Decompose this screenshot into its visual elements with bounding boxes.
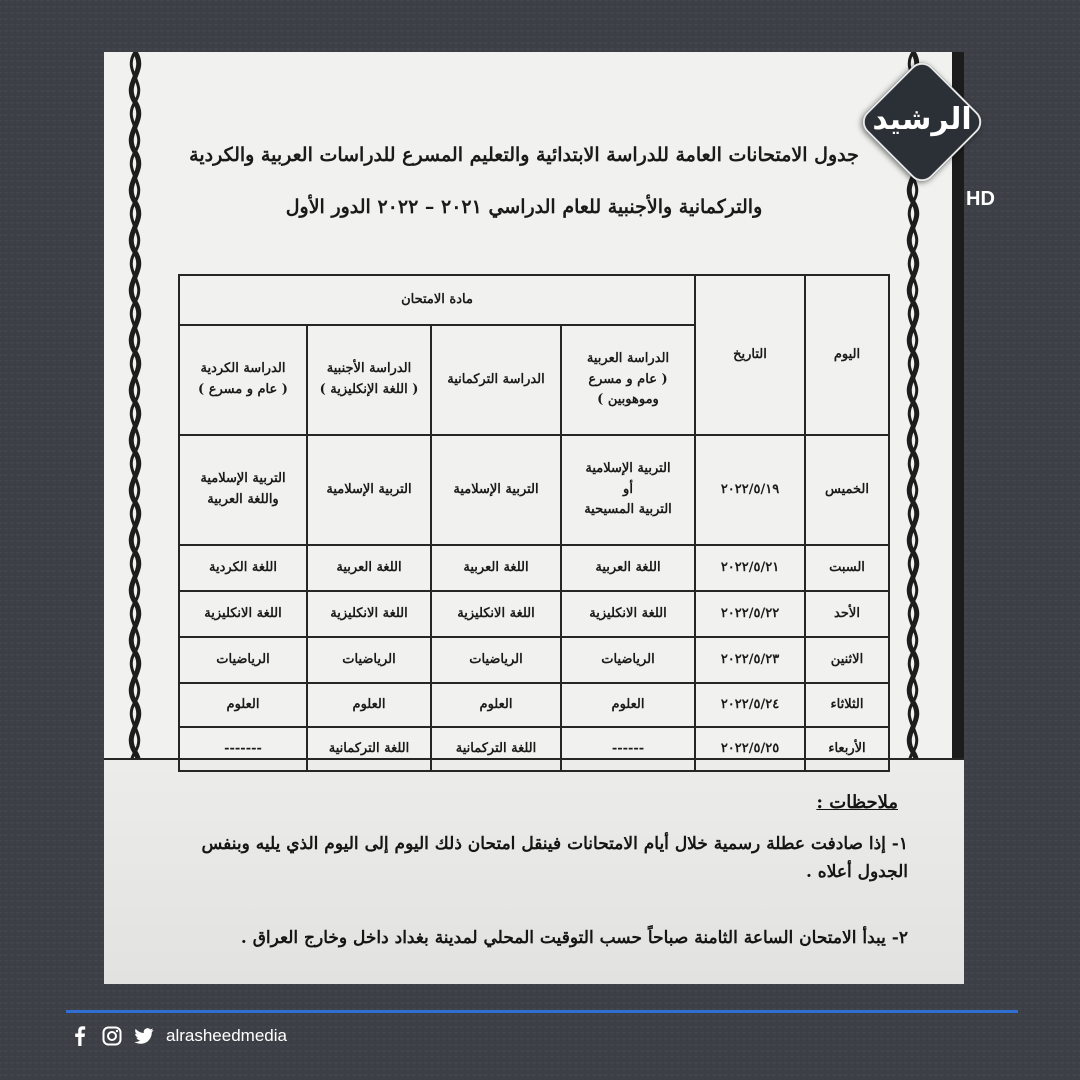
cell-arabic: العلوم (561, 683, 695, 727)
notes-heading: ملاحظات : (816, 792, 898, 813)
cell-turkmen: الرياضيات (431, 637, 561, 683)
cell-arabic (561, 435, 695, 545)
footer-accent-line (66, 1010, 1018, 1013)
document-photo (104, 52, 964, 984)
header-arabic-study-note-2: وموهوبين ) (597, 392, 659, 408)
header-kurdish-study-note: ( عام و مسرع ) (198, 382, 288, 397)
cell-arabic-line-2: أو (623, 481, 633, 497)
cell-day: الأربعاء (805, 727, 889, 771)
table-row (179, 435, 889, 545)
header-subject: مادة الامتحان (179, 275, 695, 325)
note-2: ٢- يبدأ الامتحان الساعة الثامنة صباحاً حسب التوقيت المحلي لمدينة بغداد داخل وخارج العراق . (240, 928, 908, 948)
table-row (179, 727, 889, 771)
cell-date: ٢٠٢٢/٥/١٩ (695, 435, 805, 545)
cell-foreign: العلوم (307, 683, 431, 727)
cell-turkmen: العلوم (431, 683, 561, 727)
cell-date: ٢٠٢٢/٥/٢٢ (695, 591, 805, 637)
cell-arabic-line-1: التربية الإسلامية (585, 460, 671, 476)
cell-turkmen: اللغة التركمانية (431, 727, 561, 771)
cell-arabic-line-3: التربية المسيحية (584, 502, 672, 518)
header-day: اليوم (805, 275, 889, 435)
table-row (179, 683, 889, 727)
cell-kurdish: الرياضيات (179, 637, 307, 683)
cell-arabic: اللغة الانكليزية (561, 591, 695, 637)
twitter-icon[interactable] (134, 1026, 154, 1046)
header-arabic-study-label: الدراسة العربية (586, 350, 670, 366)
decorative-border-left (118, 52, 152, 812)
cell-kurdish-line-1: التربية الإسلامية (200, 471, 286, 487)
cell-date: ٢٠٢٢/٥/٢٤ (695, 683, 805, 727)
photo-cut-line (104, 758, 964, 760)
header-kurdish-study (179, 325, 307, 435)
header-kurdish-study-label: الدراسة الكردية (200, 361, 286, 377)
cell-day: الأحد (805, 591, 889, 637)
header-turkmen-study: الدراسة التركمانية (431, 325, 561, 435)
header-foreign-study-label: الدراسة الأجنبية (326, 361, 412, 377)
cell-day: الاثنين (805, 637, 889, 683)
document-title-line-1: جدول الامتحانات العامة للدراسة الابتدائية والتعليم المسرع للدراسات العربية والكردية (189, 144, 859, 166)
note-1: ١- إذا صادفت عطلة رسمية خلال أيام الامتحانات فينقل امتحان ذلك اليوم إلى اليوم الذي يليه وبنفس الجدول أعلاه . (201, 834, 908, 883)
cell-turkmen: التربية الإسلامية (431, 435, 561, 545)
header-date: التاريخ (695, 275, 805, 435)
cell-arabic: اللغة العربية (561, 545, 695, 591)
cell-date: ٢٠٢٢/٥/٢٥ (695, 727, 805, 771)
instagram-icon[interactable] (102, 1026, 122, 1046)
cell-foreign: التربية الإسلامية (307, 435, 431, 545)
header-arabic-study (561, 325, 695, 435)
cell-turkmen: اللغة الانكليزية (431, 591, 561, 637)
facebook-icon[interactable] (70, 1026, 90, 1046)
cell-kurdish: اللغة الكردية (179, 545, 307, 591)
table-row (179, 637, 889, 683)
cell-day: الثلاثاء (805, 683, 889, 727)
cell-foreign: الرياضيات (307, 637, 431, 683)
cell-kurdish: اللغة الانكليزية (179, 591, 307, 637)
hd-badge: HD (966, 188, 995, 210)
social-bar (70, 1024, 287, 1048)
header-arabic-study-note: ( عام و مسرع (588, 371, 668, 387)
table-row (179, 591, 889, 637)
cell-turkmen: اللغة العربية (431, 545, 561, 591)
header-foreign-study-note: ( اللغة الإنكليزية ) (319, 382, 419, 397)
cell-foreign: اللغة الانكليزية (307, 591, 431, 637)
cell-kurdish: العلوم (179, 683, 307, 727)
cell-kurdish (179, 435, 307, 545)
cell-kurdish: ------- (179, 727, 307, 771)
cell-arabic: ------ (561, 727, 695, 771)
cell-kurdish-line-2: واللغة العربية (207, 492, 279, 507)
cell-foreign: اللغة التركمانية (307, 727, 431, 771)
table-row (179, 545, 889, 591)
header-foreign-study (307, 325, 431, 435)
cell-day: الخميس (805, 435, 889, 545)
cell-arabic: الرياضيات (561, 637, 695, 683)
logo-text: الرشيد (872, 102, 972, 137)
document-title-line-2: والتركمانية والأجنبية للعام الدراسي ٢٠٢١ – ٢٠٢٢ الدور الأول (285, 196, 763, 218)
cell-date: ٢٠٢٢/٥/٢١ (695, 545, 805, 591)
social-handle[interactable]: alrasheedmedia (166, 1026, 287, 1045)
cell-day: السبت (805, 545, 889, 591)
cell-date: ٢٠٢٢/٥/٢٣ (695, 637, 805, 683)
cell-foreign: اللغة العربية (307, 545, 431, 591)
exam-schedule-table (178, 274, 890, 772)
